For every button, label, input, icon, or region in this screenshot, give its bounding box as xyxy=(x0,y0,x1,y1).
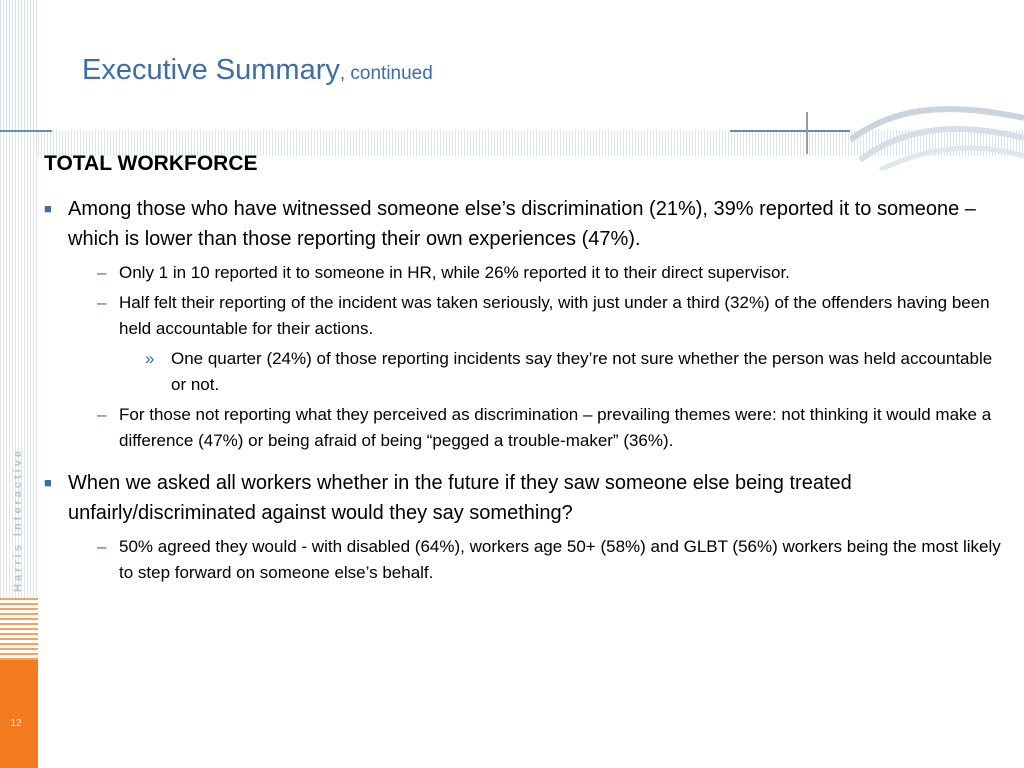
bullet-text: When we asked all workers whether in the future if they saw someone else being treated unfairly/discriminated against would they say something? xyxy=(68,472,852,524)
left-stripe-band-top xyxy=(0,0,38,130)
bullet-text: One quarter (24%) of those reporting incidents say they’re not sure whether the person was held accountable or not. xyxy=(171,349,993,394)
section-heading: TOTAL WORKFORCE xyxy=(44,152,258,175)
bullet-level1 xyxy=(44,468,1004,528)
brand-vertical-text: Harris Interactive xyxy=(12,448,24,592)
square-bullet-icon: ■ xyxy=(44,475,52,490)
bullet-level2 xyxy=(97,534,1004,586)
chevron-bullet-icon: » xyxy=(145,349,155,368)
bullet-level2 xyxy=(97,402,1004,454)
header-rule-left xyxy=(0,130,52,132)
page-number: 12 xyxy=(10,718,22,729)
orange-stripes xyxy=(0,598,38,660)
slide-title xyxy=(82,54,433,87)
bullet-level2 xyxy=(97,260,1004,286)
orange-block xyxy=(0,660,38,768)
bullet-text: Only 1 in 10 reported it to someone in HR, while 26% reported it to their direct supervisor. xyxy=(119,263,790,282)
bullet-text: 50% agreed they would - with disabled (64%), workers age 50+ (58%) and GLBT (56%) workers being the most likely to step forward on someone else’s behalf. xyxy=(119,537,1001,582)
header-rule-right xyxy=(730,130,850,132)
slide-title-suffix: , continued xyxy=(339,63,433,84)
dash-bullet-icon: – xyxy=(97,537,107,556)
dash-bullet-icon: – xyxy=(97,263,107,282)
slide-title-main: Executive Summary xyxy=(82,54,340,86)
bullet-level3 xyxy=(145,346,1004,398)
slide-content xyxy=(44,194,1004,590)
header-tick-mark xyxy=(806,112,808,154)
square-bullet-icon: ■ xyxy=(44,201,52,216)
dash-bullet-icon: – xyxy=(97,293,107,312)
swoosh-decoration xyxy=(850,100,1024,170)
dash-bullet-icon: – xyxy=(97,405,107,424)
bullet-level1 xyxy=(44,194,1004,254)
bullet-text: Half felt their reporting of the incident was taken seriously, with just under a third (32%) of the offenders having been held accountable for their actions. xyxy=(119,293,990,338)
bullet-level2 xyxy=(97,290,1004,342)
bullet-text: For those not reporting what they perceived as discrimination – prevailing themes were: not thinking it would make a difference (47%) or being afraid of being “pegged a trouble-maker” (36%). xyxy=(119,405,992,450)
bullet-text: Among those who have witnessed someone else’s discrimination (21%), 39% reported it to someone – which is lower than those reporting their own experiences (47%). xyxy=(68,198,976,250)
